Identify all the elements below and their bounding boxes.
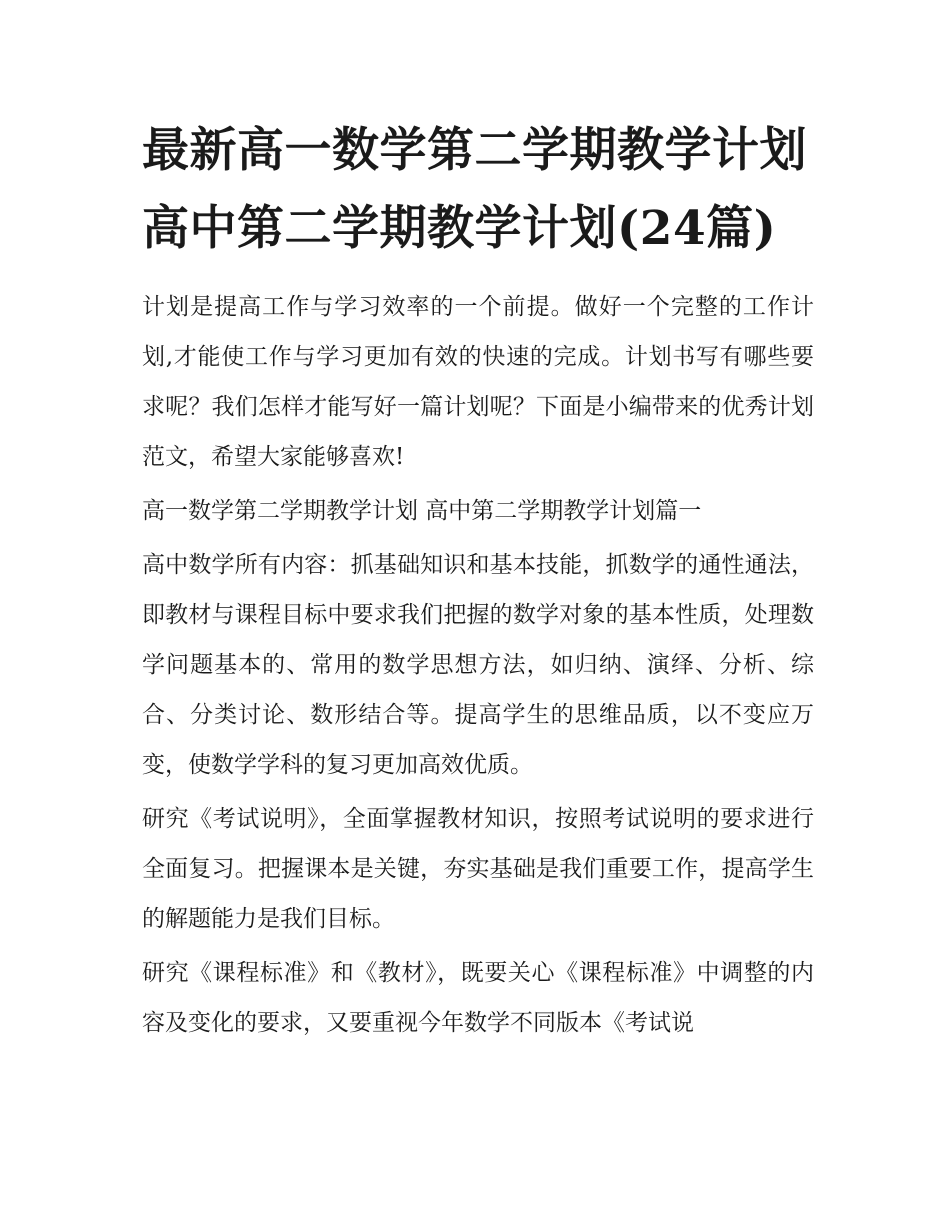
body-paragraph-2: 研究《考试说明》，全面掌握教材知识，按照考试说明的要求进行全面复习。把握课本是关键，夯实基础是我们重要工作，提高学生的解题能力是我们目标。 [142, 806, 814, 932]
body-paragraph-3: 研究《课程标准》和《教材》，既要关心《课程标准》中调整的内容及变化的要求，又要重视今年数学不同版本《考试说 [142, 960, 814, 1036]
document-page [142, 112, 814, 1052]
intro-paragraph: 计划是提高工作与学习效率的一个前提。做好一个完整的工作计划,才能使工作与学习更加有效的快速的完成。计划书写有哪些要求呢？我们怎样才能写好一篇计划呢？下面是小编带来的优秀计划范文，希望大家能够喜欢! [142, 294, 814, 470]
document-title: 最新高一数学第二学期教学计划 高中第二学期教学计划(24篇) [142, 123, 807, 256]
section-heading: 高一数学第二学期教学计划 高中第二学期教学计划篇一 [142, 498, 702, 524]
body-paragraph-1: 高中数学所有内容：抓基础知识和基本技能，抓数学的通性通法，即教材与课程目标中要求我们把握的数学对象的基本性质，处理数学问题基本的、常用的数学思想方法，如归纳、演绎、分析、综合、分类讨论、数形结合等。提高学生的思维品质，以不变应万变，使数学学科的复习更加高效优质。 [142, 552, 814, 778]
